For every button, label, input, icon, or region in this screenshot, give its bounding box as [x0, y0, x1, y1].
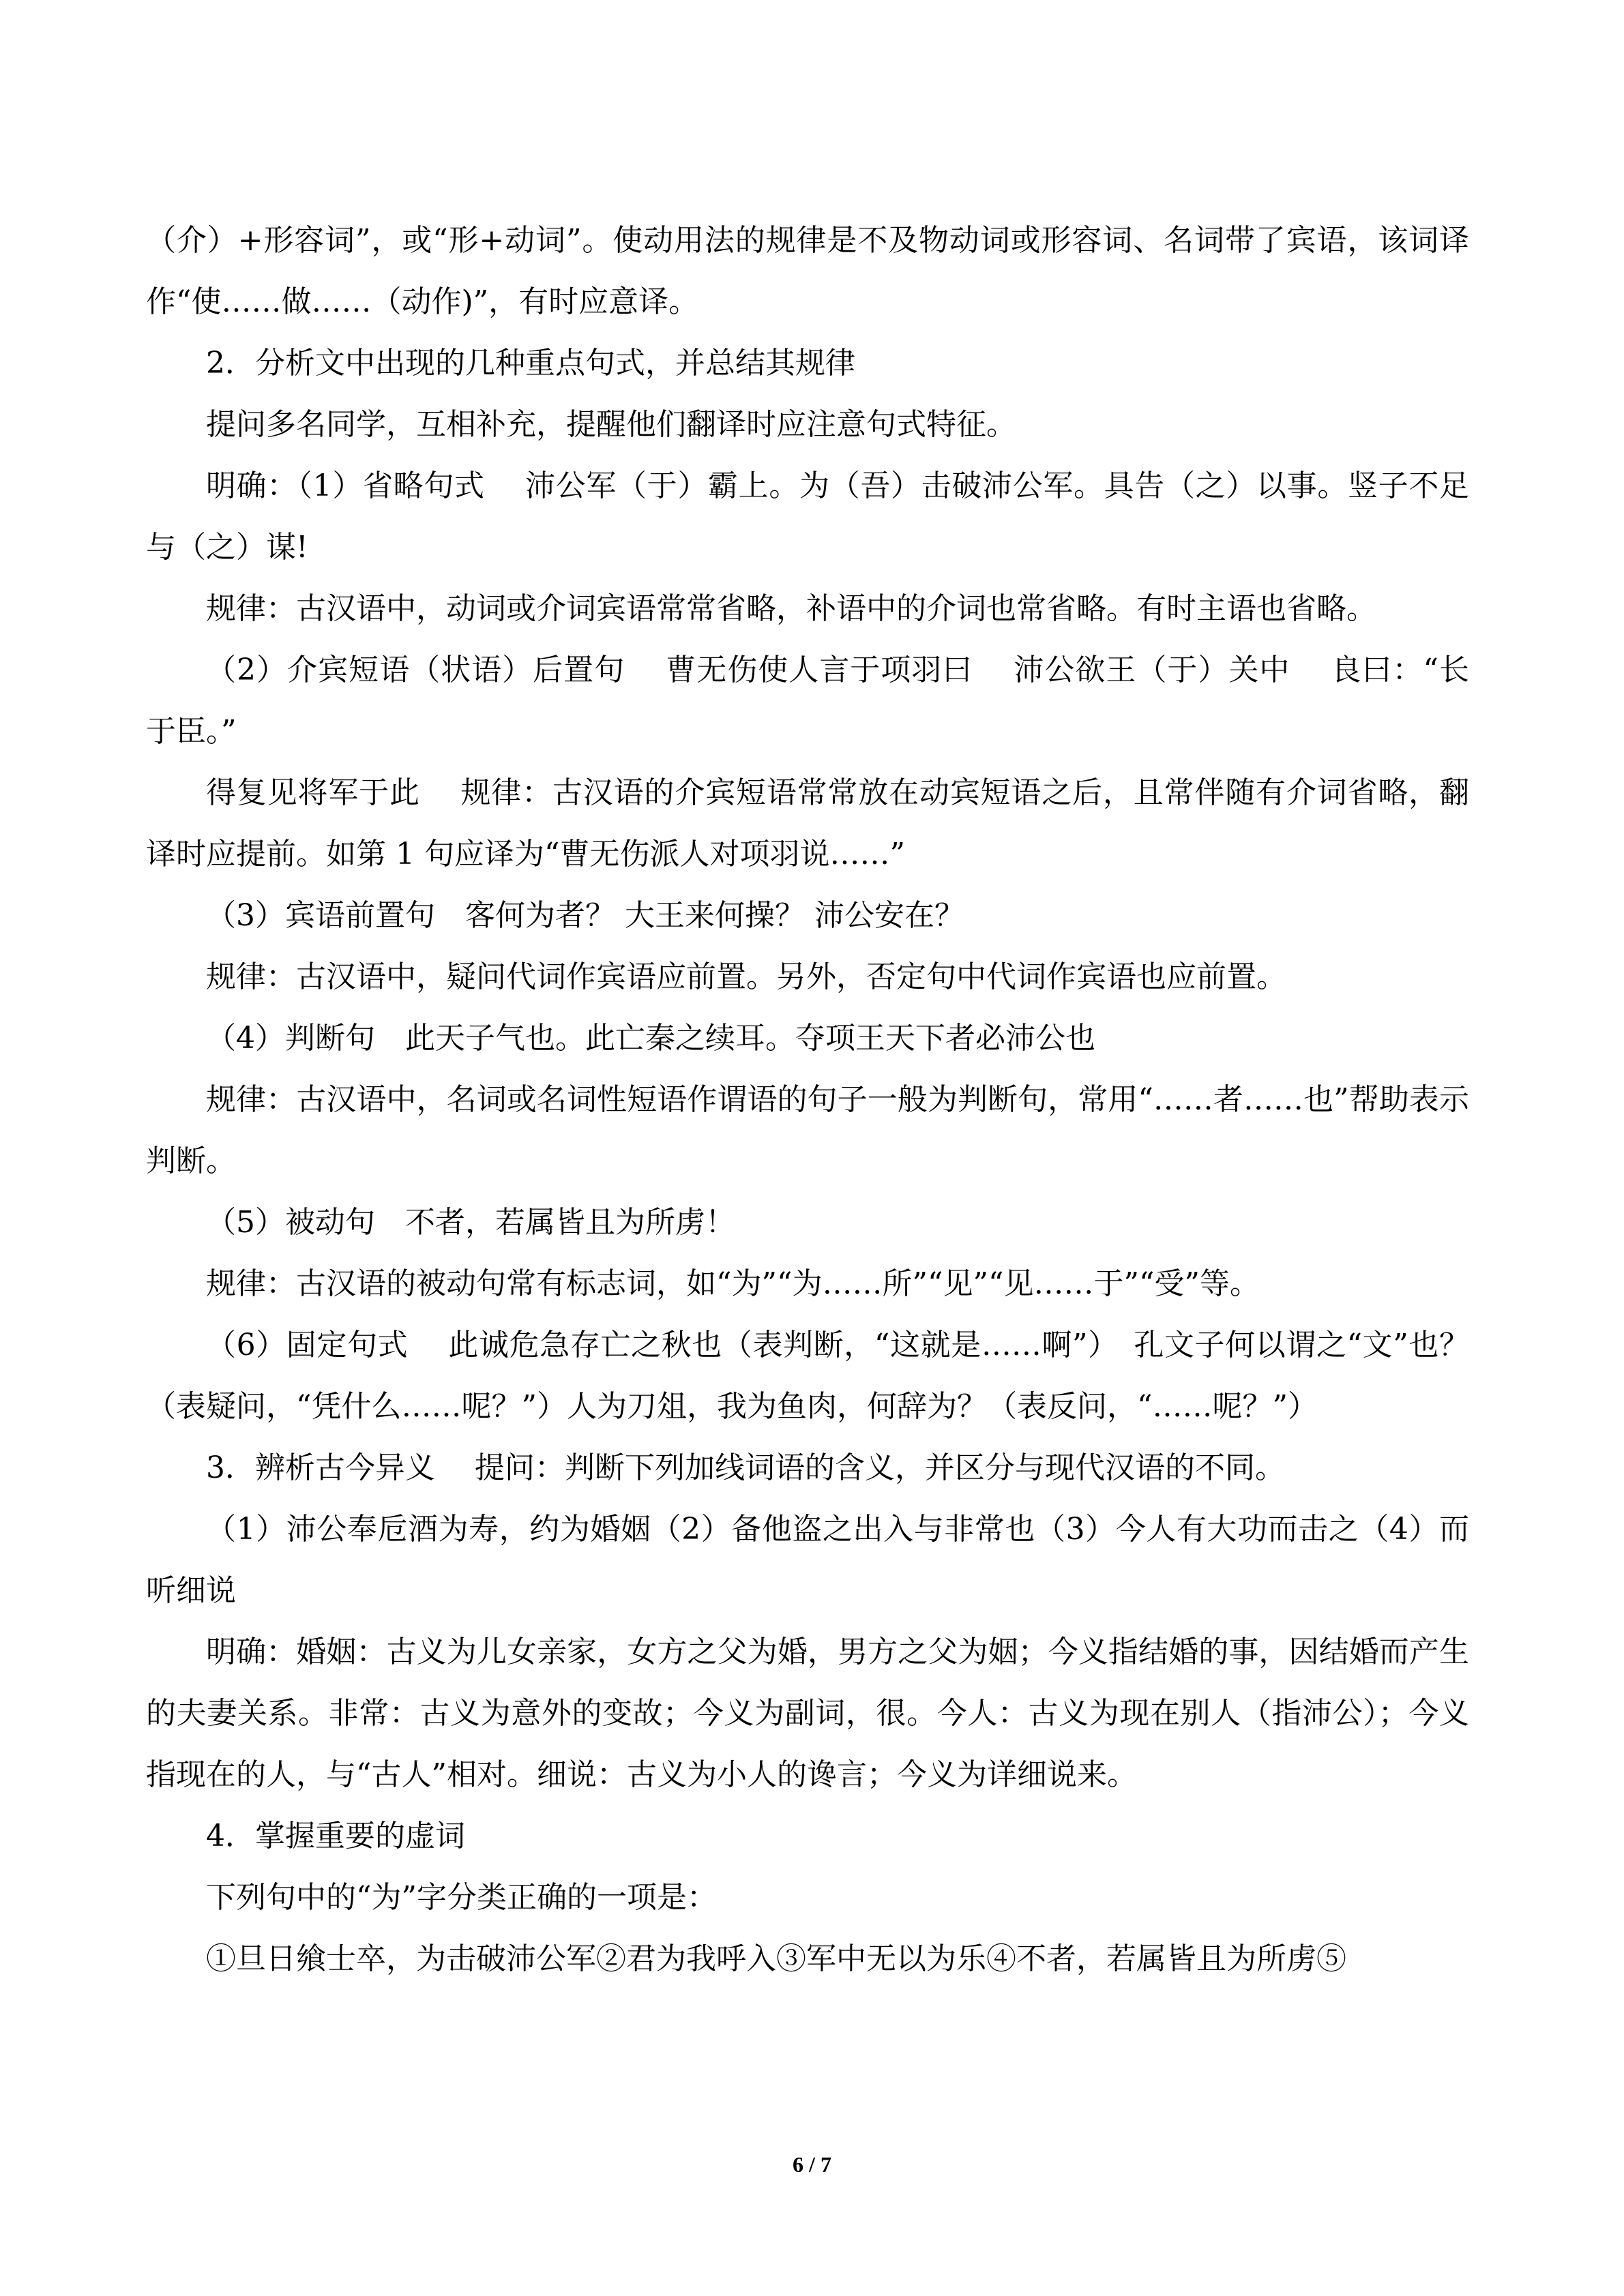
paragraph-8: （3）宾语前置句 客何为者？ 大王来何操？ 沛公安在？ [206, 898, 964, 933]
paragraph-19: 下列句中的“为”字分类正确的一项是： [206, 1880, 717, 1915]
paragraph-5: 规律：古汉语中，动词或介词宾语常常省略，补语中的介词也常省略。有时主语也省略。 [206, 591, 1376, 626]
paragraph-4: 明确：（1）省略句式 沛公军（于）霸上。为（吾）击破沛公军。具告（之）以事。竖子不足与（之）谋! [146, 468, 1469, 565]
paragraph-18: 4．掌握重要的虚词 [206, 1819, 465, 1853]
paragraph-14: （6）固定句式 此诚危急存亡之秋也（表判断，“这就是……啊”） 孔文子何以谓之“文”也？（表疑问，“凭什么……呢？”）人为刀俎，我为鱼肉，何辞为？（表反问，“……呢？”） [146, 1328, 1469, 1424]
paragraph-1: （介）+形容词”，或“形+动词”。使动用法的规律是不及物动词或形容词、名词带了宾语，该词译作“使……做……（动作)”，有时应意译。 [146, 223, 1469, 319]
paragraph-7: 得复见将军于此 规律：古汉语的介宾短语常常放在动宾短语之后，且常伴随有介词省略，翻译时应提前。如第 1 句应译为“曹无伤派人对项羽说……” [146, 775, 1469, 871]
paragraph-16: （1）沛公奉卮酒为寿，约为婚姻（2）备他盗之出入与非常也（3）今人有大功而击之（4）而听细说 [146, 1512, 1469, 1608]
document-body [146, 210, 1469, 1990]
paragraph-20: ①旦日飨士卒，为击破沛公军②君为我呼入③军中无以为乐④不者，若属皆且为所虏⑤ [206, 1941, 1346, 1976]
paragraph-12: （5）被动句 不者，若属皆且为所虏！ [206, 1205, 735, 1240]
paragraph-13: 规律：古汉语的被动句常有标志词，如“为”“为……所”“见”“见……于”“受”等。 [206, 1266, 1260, 1301]
page-number: 6 / 7 [793, 2152, 831, 2177]
paragraph-17: 明确：婚姻：古义为儿女亲家，女方之父为婚，男方之父为姻；今义指结婚的事，因结婚而产生的夫妻关系。非常：古义为意外的变故；今义为副词，很。今人：古义为现在别人（指沛公）；今义指现在的人，与“古人”相对。细说：古义为小人的谗言；今义为详细说来。 [146, 1635, 1469, 1792]
paragraph-9: 规律：古汉语中，疑问代词作宾语应前置。另外，否定句中代词作宾语也应前置。 [206, 959, 1286, 994]
paragraph-6: （2）介宾短语（状语）后置句 曹无伤使人言于项羽曰 沛公欲王（于）关中 良曰：“长于臣。” [146, 653, 1469, 749]
paragraph-15: 3．辨析古今异义 提问：判断下列加线词语的含义，并区分与现代汉语的不同。 [206, 1450, 1285, 1485]
paragraph-2: 2．分析文中出现的几种重点句式，并总结其规律 [206, 346, 855, 381]
paragraph-11: 规律：古汉语中，名词或名词性短语作谓语的句子一般为判断句，常用“……者……也”帮助表示判断。 [146, 1082, 1469, 1178]
paragraph-3: 提问多名同学，互相补充，提醒他们翻译时应注意句式特征。 [206, 407, 1016, 442]
paragraph-10: （4）判断句 此天子气也。此亡秦之续耳。夺项王天下者必沛公也 [206, 1021, 1095, 1056]
